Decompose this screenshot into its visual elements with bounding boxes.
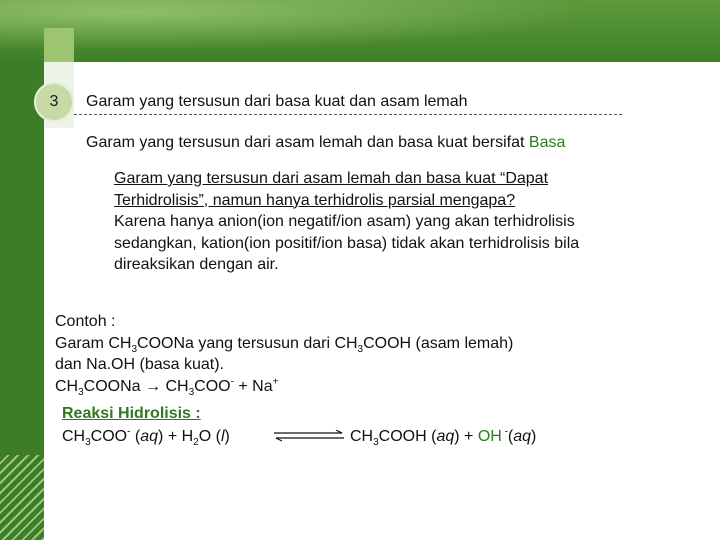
statement-highlight: Basa: [528, 134, 566, 151]
hydroxide-ion: OH: [477, 428, 502, 445]
example-label: Contoh :: [55, 313, 116, 330]
hydrolysis-reactants: $CH_3COO^-$ $(aq) + H_2O$ (l): [62, 426, 230, 449]
slide-number-badge: [34, 82, 74, 122]
banner-accent-square: [44, 28, 74, 62]
top-banner-glow: [0, 0, 720, 62]
example-line-base: dan Na.OH (basa kuat).: [55, 356, 224, 373]
statement: [86, 134, 565, 152]
explanation-text: Karena hanya anion(ion negatif/ion asam) yang akan terhidrolisis sedangkan, kation(ion positif/ion basa) tidak akan terhidrolisis bila direaksikan dengan air.: [114, 213, 580, 273]
hydrolysis-products: $CH_3COOH$ (aq) + OH -(aq): [350, 426, 537, 449]
example-line-salt: Garam $CH_3COONa$ yang tersusun dari $CH_3COOH$ (asam lemah): [55, 334, 514, 355]
statement-text: Garam yang tersusun dari asam lemah dan basa kuat bersifat: [86, 134, 529, 151]
explanation-underlined: Garam yang tersusun dari asam lemah dan basa kuat “Dapat Terhidrolisis”, namun hanya terhidrolis parsial mengapa?: [114, 170, 549, 209]
dissociation-equation: $CH_3COONa \to CH_3COO^- + Na^+$: [55, 376, 279, 398]
slide-heading: Garam yang tersusun dari basa kuat dan asam lemah: [86, 93, 468, 110]
hydrolysis-title: Reaksi Hidrolisis :: [62, 405, 201, 422]
slide-number: 3: [49, 93, 59, 110]
sidebar-hatch-pattern: [0, 455, 44, 540]
explanation-paragraph: [114, 168, 634, 276]
equilibrium-arrows-icon: [272, 430, 346, 442]
example-block: [55, 311, 655, 397]
heading-divider: [74, 114, 622, 115]
